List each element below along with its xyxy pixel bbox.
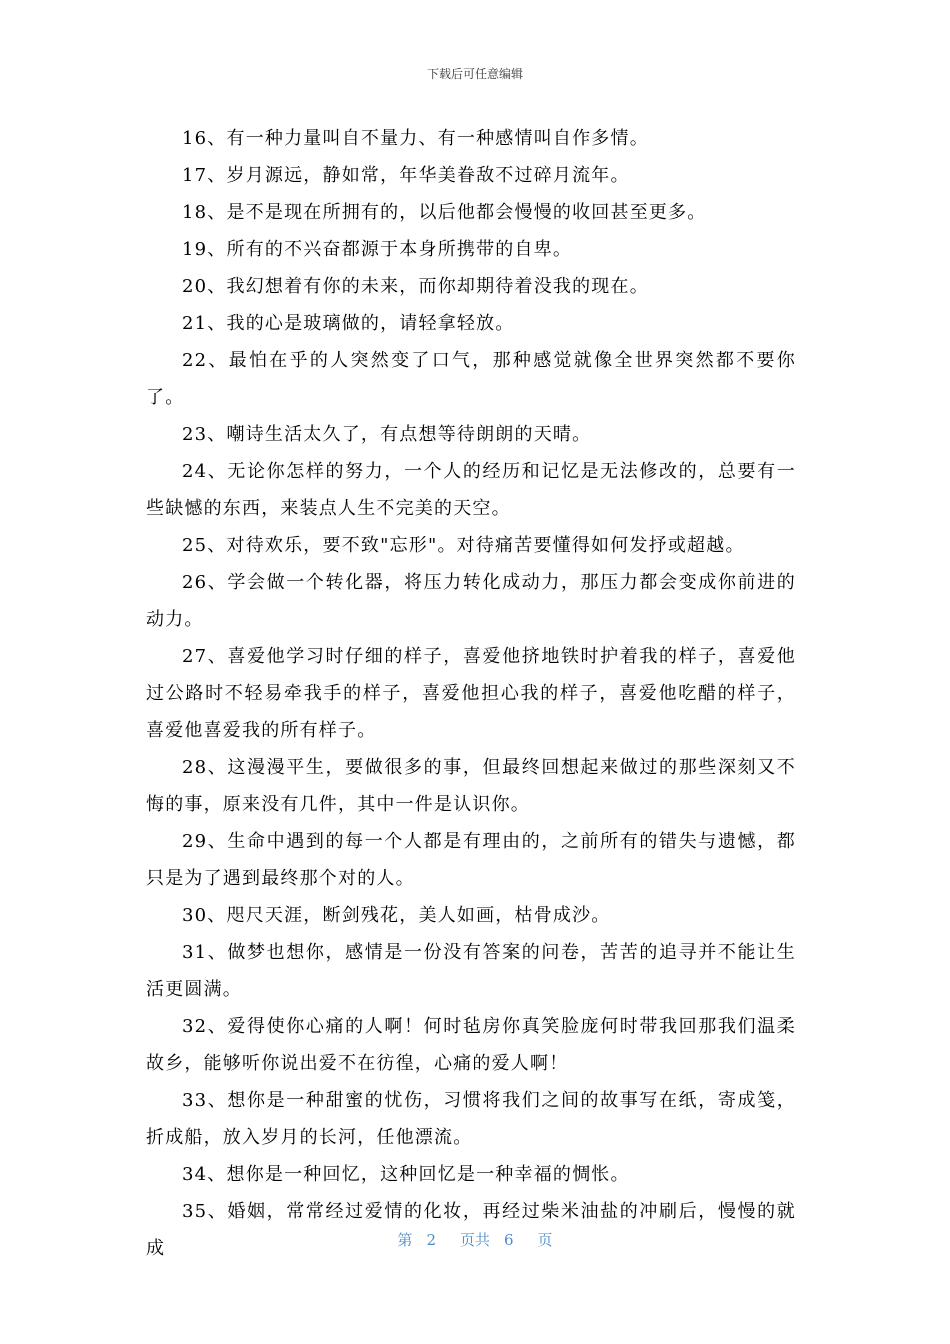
paragraph: 16、有一种力量叫自不量力、有一种感情叫自作多情。 <box>182 128 649 149</box>
paragraph: 19、所有的不兴奋都源于本身所携带的自卑。 <box>182 239 573 260</box>
paragraph: 17、岁月源远，静如常，年华美眷敌不过碎月流年。 <box>182 165 630 186</box>
paragraph: 18、是不是现在所拥有的，以后他都会慢慢的收回甚至更多。 <box>182 202 707 223</box>
footer-page-number: 2 <box>426 1231 436 1249</box>
paragraph: 21、我的心是玻璃做的，请轻拿轻放。 <box>182 313 515 334</box>
paragraph: 20、我幻想着有你的未来，而你却期待着没我的现在。 <box>182 276 649 297</box>
paragraph: 26、学会做一个转化器，将压力转化成动力，那压力都会变成你前进的动力。 <box>146 572 796 630</box>
footer-suffix: 页 <box>537 1231 553 1249</box>
paragraph: 35、婚姻，常常经过爱情的化妆，再经过柴米油盐的冲刷后，慢慢的就成 <box>146 1201 796 1259</box>
paragraph: 25、对待欢乐，要不致"忘形"。对待痛苦要懂得如何发抒或超越。 <box>182 535 745 556</box>
paragraph: 23、嘲诗生活太久了，有点想等待朗朗的天晴。 <box>182 424 592 445</box>
paragraph: 33、想你是一种甜蜜的忧伤，习惯将我们之间的故事写在纸，寄成笺，折成船，放入岁月的长河，任他漂流。 <box>146 1090 796 1148</box>
footer-total-pages: 6 <box>504 1231 514 1249</box>
page-footer <box>0 1230 950 1250</box>
paragraph: 24、无论你怎样的努力，一个人的经历和记忆是无法修改的，总要有一些缺憾的东西，来装点人生不完美的天空。 <box>146 461 796 519</box>
page-header: 下载后可任意编辑 <box>426 67 523 81</box>
paragraph: 22、最怕在乎的人突然变了口气，那种感觉就像全世界突然都不要你了。 <box>146 350 796 408</box>
paragraph: 30、咫尺天涯，断剑残花，美人如画，枯骨成沙。 <box>182 905 611 926</box>
paragraph: 32、爱得使你心痛的人啊！何时毡房你真笑脸庞何时带我回那我们温柔故乡，能够听你说出爱不在彷徨，心痛的爱人啊！ <box>146 1016 796 1074</box>
document-body <box>146 120 796 1267</box>
paragraph: 27、喜爱他学习时仔细的样子，喜爱他挤地铁时护着我的样子，喜爱他过公路时不轻易牵我手的样子，喜爱他担心我的样子，喜爱他吃醋的样子，喜爱他喜爱我的所有样子。 <box>146 646 796 741</box>
paragraph: 34、想你是一种回忆，这种回忆是一种幸福的惆怅。 <box>182 1164 630 1185</box>
paragraph: 29、生命中遇到的每一个人都是有理由的，之前所有的错失与遗憾，都只是为了遇到最终那个对的人。 <box>146 831 796 889</box>
footer-middle: 页共 <box>459 1231 490 1249</box>
paragraph: 28、这漫漫平生，要做很多的事，但最终回想起来做过的那些深刻又不悔的事，原来没有几件，其中一件是认识你。 <box>146 757 796 815</box>
footer-prefix: 第 <box>397 1231 413 1249</box>
paragraph: 31、做梦也想你，感情是一份没有答案的问卷，苦苦的追寻并不能让生活更圆满。 <box>146 942 796 1000</box>
